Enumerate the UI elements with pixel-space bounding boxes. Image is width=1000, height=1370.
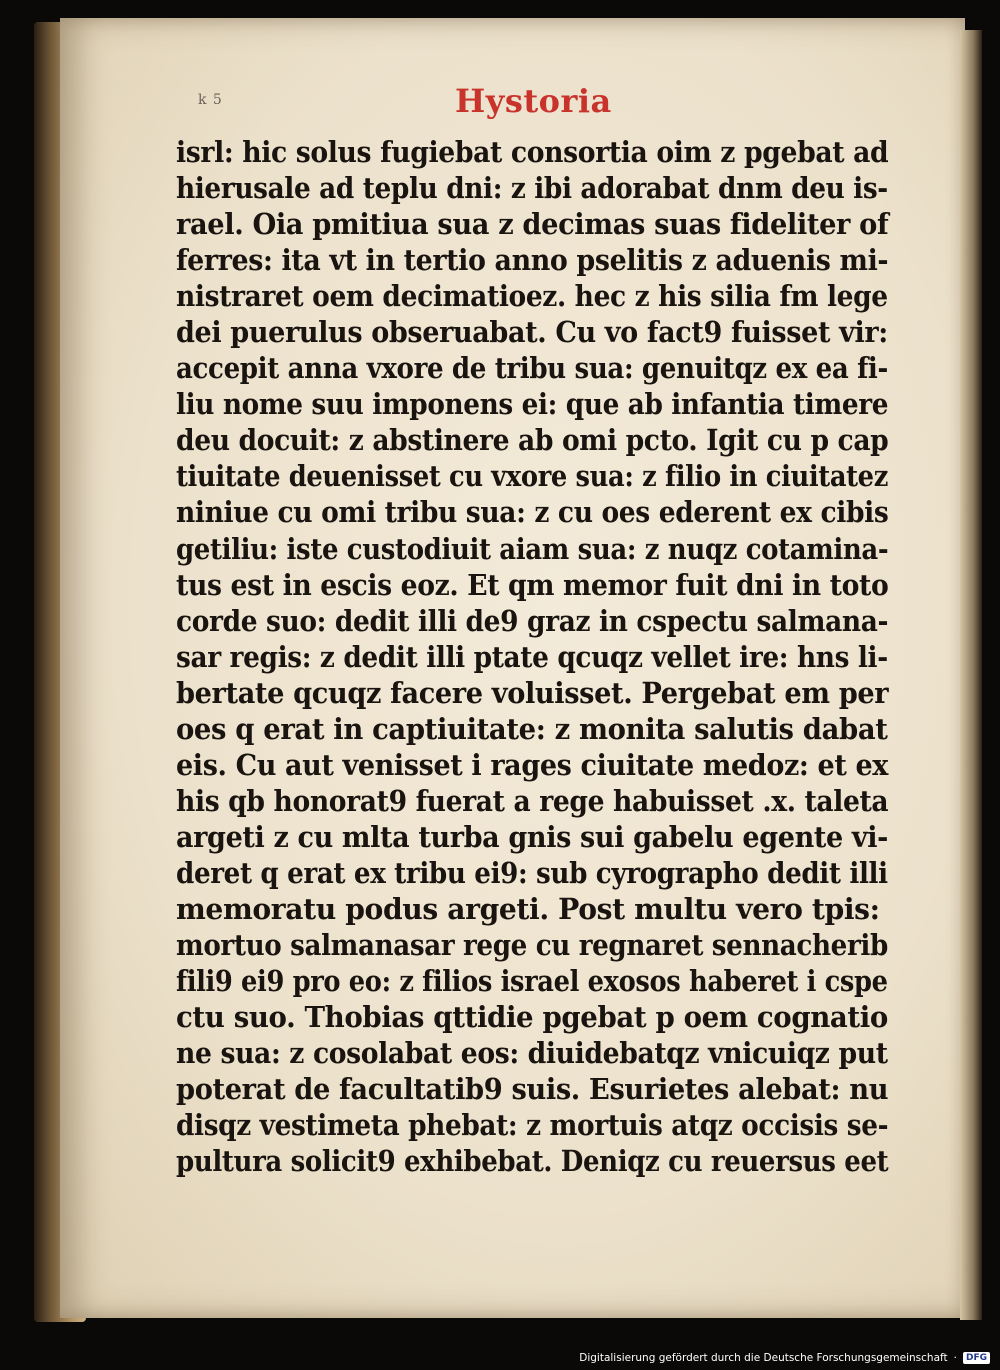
- text-line: liu nome suu imponens ei: que ab infantia timere: [176, 387, 889, 422]
- dfg-logo: DFG: [963, 1352, 990, 1364]
- digitization-credit: Digitalisierung gefördert durch die Deutsche Forschungsgemeinschaft · DFG: [579, 1352, 990, 1364]
- text-line: hierusale ad teplu dni: z ibi adorabat dnm deu is-: [176, 171, 888, 206]
- text-line: memoratu podus argeti. Post multu vero tpis:: [176, 891, 880, 926]
- text-line: his qb honorat9 fuerat a rege habuisset .x. taleta: [176, 783, 889, 818]
- text-line: tiuitate deuenisset cu vxore sua: z filio in ciuitatez: [176, 459, 888, 494]
- text-line: oes q erat in captiuitate: z monita salutis dabat: [176, 711, 888, 746]
- text-line: sar regis: z dedit illi ptate qcuqz vellet ire: hns li-: [176, 639, 888, 674]
- text-line: isrl: hic solus fugiebat consortia oim z pgebat ad: [176, 135, 889, 169]
- folio-mark: k 5: [198, 92, 223, 108]
- credit-text: Digitalisierung gefördert durch die Deutsche Forschungsgemeinschaft: [579, 1352, 948, 1364]
- text-line: poterat de facultatib9 suis. Esurietes alebat: nu: [176, 1072, 889, 1107]
- text-line: eis. Cu aut venisset i rages ciuitate medoz: et ex: [176, 747, 889, 782]
- running-head: Hystoria: [455, 82, 612, 120]
- text-line: ctu suo. Thobias qttidie pgebat p oem cognatio: [176, 1000, 888, 1035]
- text-line: niniue cu omi tribu sua: z cu oes ederent ex cibis: [176, 495, 889, 530]
- text-line: ne sua: z cosolabat eos: diuidebatqz vnicuiqz put: [176, 1036, 888, 1071]
- text-line: ferres: ita vt in tertio anno pselitis z aduenis mi-: [176, 243, 889, 278]
- text-block: [176, 134, 896, 1179]
- text-line: deu docuit: z abstinere ab omi pcto. Igit cu p cap: [176, 423, 889, 458]
- text-line: argeti z cu mlta turba gnis sui gabelu egente vi-: [176, 819, 888, 854]
- text-line: nistraret oem decimatioez. hec z his silia fm lege: [176, 279, 888, 314]
- text-line: corde suo: dedit illi de9 graz in cspectu salmana-: [176, 603, 889, 638]
- text-line: bertate qcuqz facere voluisset. Pergebat em per: [176, 675, 889, 710]
- page-edge-right: [960, 30, 982, 1320]
- text-line: mortuo salmanasar rege cu regnaret sennacherib: [176, 928, 888, 963]
- text-line: tus est in escis eoz. Et qm memor fuit dni in toto: [176, 567, 889, 602]
- text-line: rael. Oia pmitiua sua z decimas suas fideliter of: [176, 207, 889, 242]
- text-line: getiliu: iste custodiuit aiam sua: z nuqz cotamina-: [176, 531, 889, 566]
- text-line: accepit anna vxore de tribu sua: genuitqz ex ea fi-: [176, 351, 888, 386]
- text-line: disqz vestimeta phebat: z mortuis atqz occisis se-: [176, 1108, 889, 1143]
- text-line: dei puerulus obseruabat. Cu vo fact9 fuisset vir:: [176, 315, 888, 350]
- text-line: fili9 ei9 pro eo: z filios israel exosos haberet i cspe: [176, 964, 888, 999]
- text-line: pultura solicit9 exhibebat. Deniqz cu reuersus eet: [176, 1144, 889, 1179]
- text-line: deret q erat ex tribu ei9: sub cyrographo dedit illi: [176, 855, 888, 890]
